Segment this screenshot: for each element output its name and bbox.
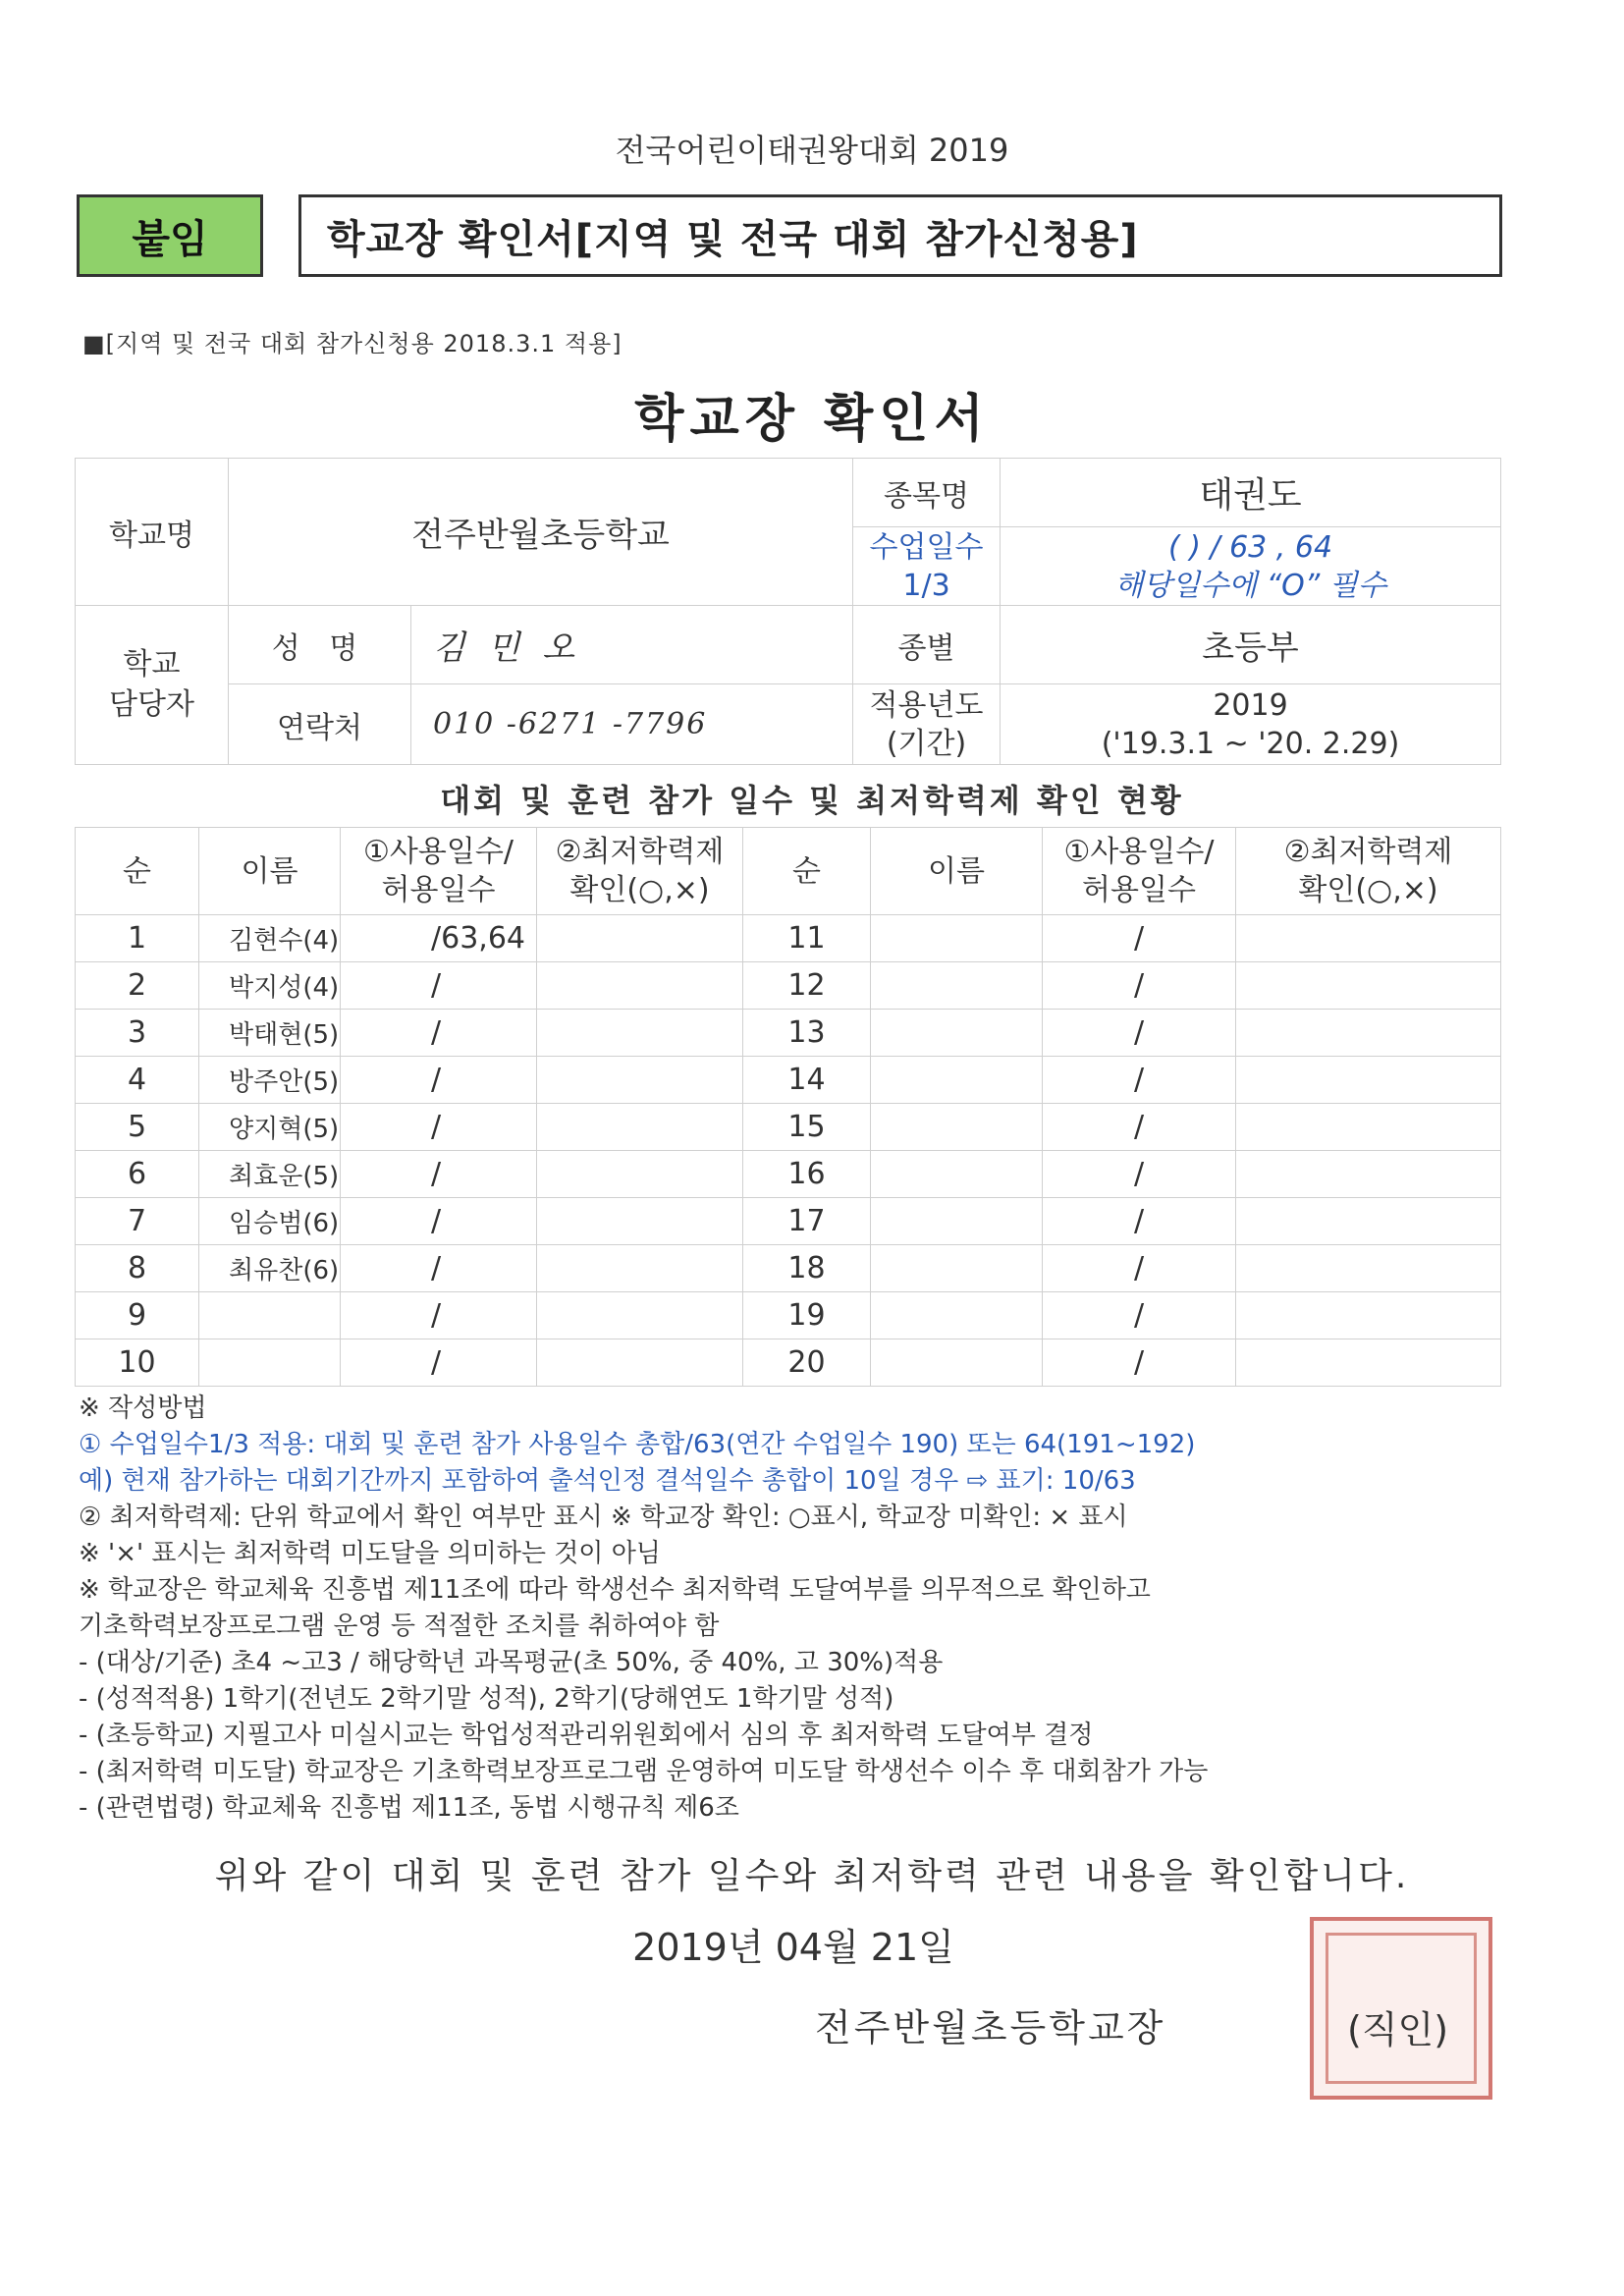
table-row (76, 962, 1501, 1010)
instruction-line: 예) 현재 참가하는 대회기간까지 포함하여 출석인정 결석일수 총합이 10일 경우 ⇨ 표기: 10/63 (79, 1466, 1136, 1496)
header-days-right-line2: 허용일수 (1082, 873, 1196, 907)
academic-cell (537, 1104, 743, 1151)
order-cell: 13 (743, 1010, 871, 1057)
order-cell: 10 (76, 1339, 199, 1387)
academic-cell (1236, 1245, 1501, 1292)
year-label-line1: 적용년도 (869, 687, 984, 723)
order-cell: 11 (743, 915, 871, 962)
instruction-line: 기초학력보장프로그램 운영 등 적절한 조치를 취하여야 함 (79, 1612, 720, 1641)
division-value: 초등부 (1001, 606, 1501, 684)
academic-cell (537, 1057, 743, 1104)
header-academic-right-line2: 확인(○,×) (1298, 873, 1438, 907)
year-value-cell (1001, 684, 1501, 765)
principal-name: 전주반월초등학교장 (815, 2006, 1166, 2050)
table-row (76, 1245, 1501, 1292)
name-cell: 최유찬(6) (199, 1245, 341, 1292)
order-cell: 16 (743, 1151, 871, 1198)
name-cell (199, 1292, 341, 1339)
header-title-box: 학교장 확인서[지역 및 전국 대회 참가신청용] (298, 194, 1502, 277)
staff-name-value: 김 민 오 (411, 606, 853, 684)
sport-value: 태권도 (1001, 459, 1501, 527)
school-info-table (75, 458, 1501, 765)
table-row (76, 1057, 1501, 1104)
class-days-note: 해당일수에 “O” 필수 (1114, 568, 1386, 603)
academic-cell (1236, 1339, 1501, 1387)
participants-table (75, 827, 1501, 1387)
academic-cell (537, 1198, 743, 1245)
table-row (76, 1010, 1501, 1057)
order-cell: 15 (743, 1104, 871, 1151)
instruction-line: ② 최저학력제: 단위 학교에서 확인 여부만 표시 ※ 학교장 확인: ○표시, 학교장 미확인: × 표시 (79, 1503, 1128, 1532)
name-cell: 양지혁(5) (199, 1104, 341, 1151)
name-cell (871, 1245, 1043, 1292)
name-cell (871, 1010, 1043, 1057)
header-days-right-line1: ①사용일수/ (1063, 835, 1215, 869)
class-days-label-line2: 1/3 (902, 568, 950, 603)
order-cell: 3 (76, 1010, 199, 1057)
name-cell: 김현수(4) (199, 915, 341, 962)
table-row (76, 1339, 1501, 1387)
table-row (76, 915, 1501, 962)
days-cell: / (1043, 1339, 1236, 1387)
header-days-left-line1: ①사용일수/ (363, 835, 514, 869)
days-cell: / (1043, 1198, 1236, 1245)
name-cell: 박태현(5) (199, 1010, 341, 1057)
class-days-label-line1: 수업일수 (869, 529, 984, 565)
school-name-value: 전주반월초등학교 (229, 459, 853, 606)
instructions-block (79, 1391, 1512, 1827)
days-cell: / (1043, 1010, 1236, 1057)
header-name-left: 이름 (199, 828, 341, 915)
sport-label: 종목명 (853, 459, 1001, 527)
days-cell: / (341, 1104, 537, 1151)
days-cell: / (341, 1057, 537, 1104)
status-heading: 대회 및 훈련 참가 일수 및 최저학력제 확인 현황 (440, 782, 1184, 819)
order-cell: 18 (743, 1245, 871, 1292)
days-cell: / (1043, 915, 1236, 962)
order-cell: 17 (743, 1198, 871, 1245)
table-row (76, 1151, 1501, 1198)
header-order-right: 순 (743, 828, 871, 915)
header-days-left (341, 828, 537, 915)
name-cell: 임승범(6) (199, 1198, 341, 1245)
academic-cell (1236, 962, 1501, 1010)
instruction-line: - (관련법령) 학교체육 진흥법 제11조, 동법 시행규칙 제6조 (79, 1793, 739, 1823)
header-academic-left-line1: ②최저학력제 (555, 835, 725, 869)
order-cell: 19 (743, 1292, 871, 1339)
header-academic-left-line2: 확인(○,×) (569, 873, 710, 907)
division-label: 종별 (853, 606, 1001, 684)
table-row (76, 1292, 1501, 1339)
instruction-line: - (대상/기준) 초4 ~고3 / 해당학년 과목평균(초 50%, 중 40%, 고 30%)적용 (79, 1648, 944, 1677)
order-cell: 9 (76, 1292, 199, 1339)
days-cell: / (341, 1339, 537, 1387)
academic-cell (1236, 1151, 1501, 1198)
staff-label-line1: 학교 (123, 647, 181, 682)
academic-cell (1236, 1292, 1501, 1339)
seal-label: (직인) (1347, 2008, 1449, 2051)
event-title: 전국어린이태권왕대회 2019 (615, 132, 1009, 169)
class-days-value-cell (1001, 527, 1501, 606)
days-cell: / (1043, 1057, 1236, 1104)
header-academic-left (537, 828, 743, 915)
attachment-badge: 붙임 (77, 194, 263, 277)
staff-label (76, 606, 229, 765)
table-row (76, 1104, 1501, 1151)
school-name-label: 학교명 (76, 459, 229, 606)
name-cell (871, 1104, 1043, 1151)
header-days-right (1043, 828, 1236, 915)
name-cell (871, 1151, 1043, 1198)
days-cell: / (341, 962, 537, 1010)
name-cell: 박지성(4) (199, 962, 341, 1010)
header-order-left: 순 (76, 828, 199, 915)
header-academic-right (1236, 828, 1501, 915)
academic-cell (537, 1292, 743, 1339)
class-days-label (853, 527, 1001, 606)
order-cell: 1 (76, 915, 199, 962)
order-cell: 4 (76, 1057, 199, 1104)
order-cell: 2 (76, 962, 199, 1010)
academic-cell (537, 1010, 743, 1057)
order-cell: 7 (76, 1198, 199, 1245)
header-name-right: 이름 (871, 828, 1043, 915)
instruction-line: ※ 학교장은 학교체육 진흥법 제11조에 따라 학생선수 최저학력 도달여부를 의무적으로 확인하고 (79, 1575, 1151, 1605)
order-cell: 20 (743, 1339, 871, 1387)
name-cell (871, 1057, 1043, 1104)
applies-note: ■[지역 및 전국 대회 참가신청용 2018.3.1 적용] (82, 330, 623, 357)
days-cell: / (341, 1198, 537, 1245)
days-cell: / (341, 1010, 537, 1057)
year-label-line2: (기간) (886, 726, 967, 761)
academic-cell (537, 915, 743, 962)
staff-name-label: 성 명 (229, 606, 411, 684)
academic-cell (1236, 1057, 1501, 1104)
order-cell: 12 (743, 962, 871, 1010)
name-cell (199, 1339, 341, 1387)
instruction-line: ※ '×' 표시는 최저학력 미도달을 의미하는 것이 아님 (79, 1539, 661, 1568)
order-cell: 8 (76, 1245, 199, 1292)
academic-cell (1236, 1010, 1501, 1057)
days-cell: / (341, 1292, 537, 1339)
academic-cell (537, 1245, 743, 1292)
academic-cell (1236, 915, 1501, 962)
header-days-left-line2: 허용일수 (381, 873, 496, 907)
confirmation-date: 2019년 04월 21일 (632, 1926, 954, 1969)
order-cell: 5 (76, 1104, 199, 1151)
name-cell (871, 1198, 1043, 1245)
year-value: 2019 (1213, 687, 1288, 723)
name-cell: 방주안(5) (199, 1057, 341, 1104)
days-cell: / (1043, 962, 1236, 1010)
year-period: ('19.3.1 ~ '20. 2.29) (1101, 726, 1400, 761)
instruction-line: ※ 작성방법 (79, 1394, 207, 1423)
days-cell: / (1043, 1151, 1236, 1198)
year-label (853, 684, 1001, 765)
instruction-line: ① 수업일수1/3 적용: 대회 및 훈련 참가 사용일수 총합/63(연간 수업일수 190) 또는 64(191~192) (79, 1430, 1196, 1459)
days-cell: / (341, 1245, 537, 1292)
class-days-value: ( ) / 63 , 64 (1167, 529, 1333, 565)
document-title: 학교장 확인서 (634, 390, 990, 449)
days-cell: / (1043, 1245, 1236, 1292)
name-cell (871, 1339, 1043, 1387)
table-row (76, 1198, 1501, 1245)
instruction-line: - (최저학력 미도달) 학교장은 기초학력보장프로그램 운영하여 미도달 학생선수 이수 후 대회참가 가능 (79, 1757, 1209, 1786)
order-cell: 14 (743, 1057, 871, 1104)
academic-cell (537, 1151, 743, 1198)
instruction-line: - (초등학교) 지필고사 미실시교는 학업성적관리위원회에서 심의 후 최저학력 도달여부 결정 (79, 1721, 1094, 1750)
instruction-line: - (성적적용) 1학기(전년도 2학기말 성적), 2학기(당해연도 1학기말 성적) (79, 1684, 894, 1714)
contact-value: 010 -6271 -7796 (411, 684, 853, 765)
contact-label: 연락처 (229, 684, 411, 765)
header-academic-right-line1: ②최저학력제 (1283, 835, 1453, 869)
days-cell: / (1043, 1292, 1236, 1339)
name-cell: 최효운(5) (199, 1151, 341, 1198)
order-cell: 6 (76, 1151, 199, 1198)
days-cell: / (1043, 1104, 1236, 1151)
days-cell: / (341, 1151, 537, 1198)
confirmation-statement: 위와 같이 대회 및 훈련 참가 일수와 최저학력 관련 내용을 확인합니다. (214, 1856, 1410, 1896)
staff-label-line2: 담당자 (109, 686, 194, 722)
name-cell (871, 1292, 1043, 1339)
days-cell: /63,64 (341, 915, 537, 962)
academic-cell (1236, 1104, 1501, 1151)
name-cell (871, 962, 1043, 1010)
name-cell (871, 915, 1043, 962)
academic-cell (537, 962, 743, 1010)
academic-cell (537, 1339, 743, 1387)
academic-cell (1236, 1198, 1501, 1245)
